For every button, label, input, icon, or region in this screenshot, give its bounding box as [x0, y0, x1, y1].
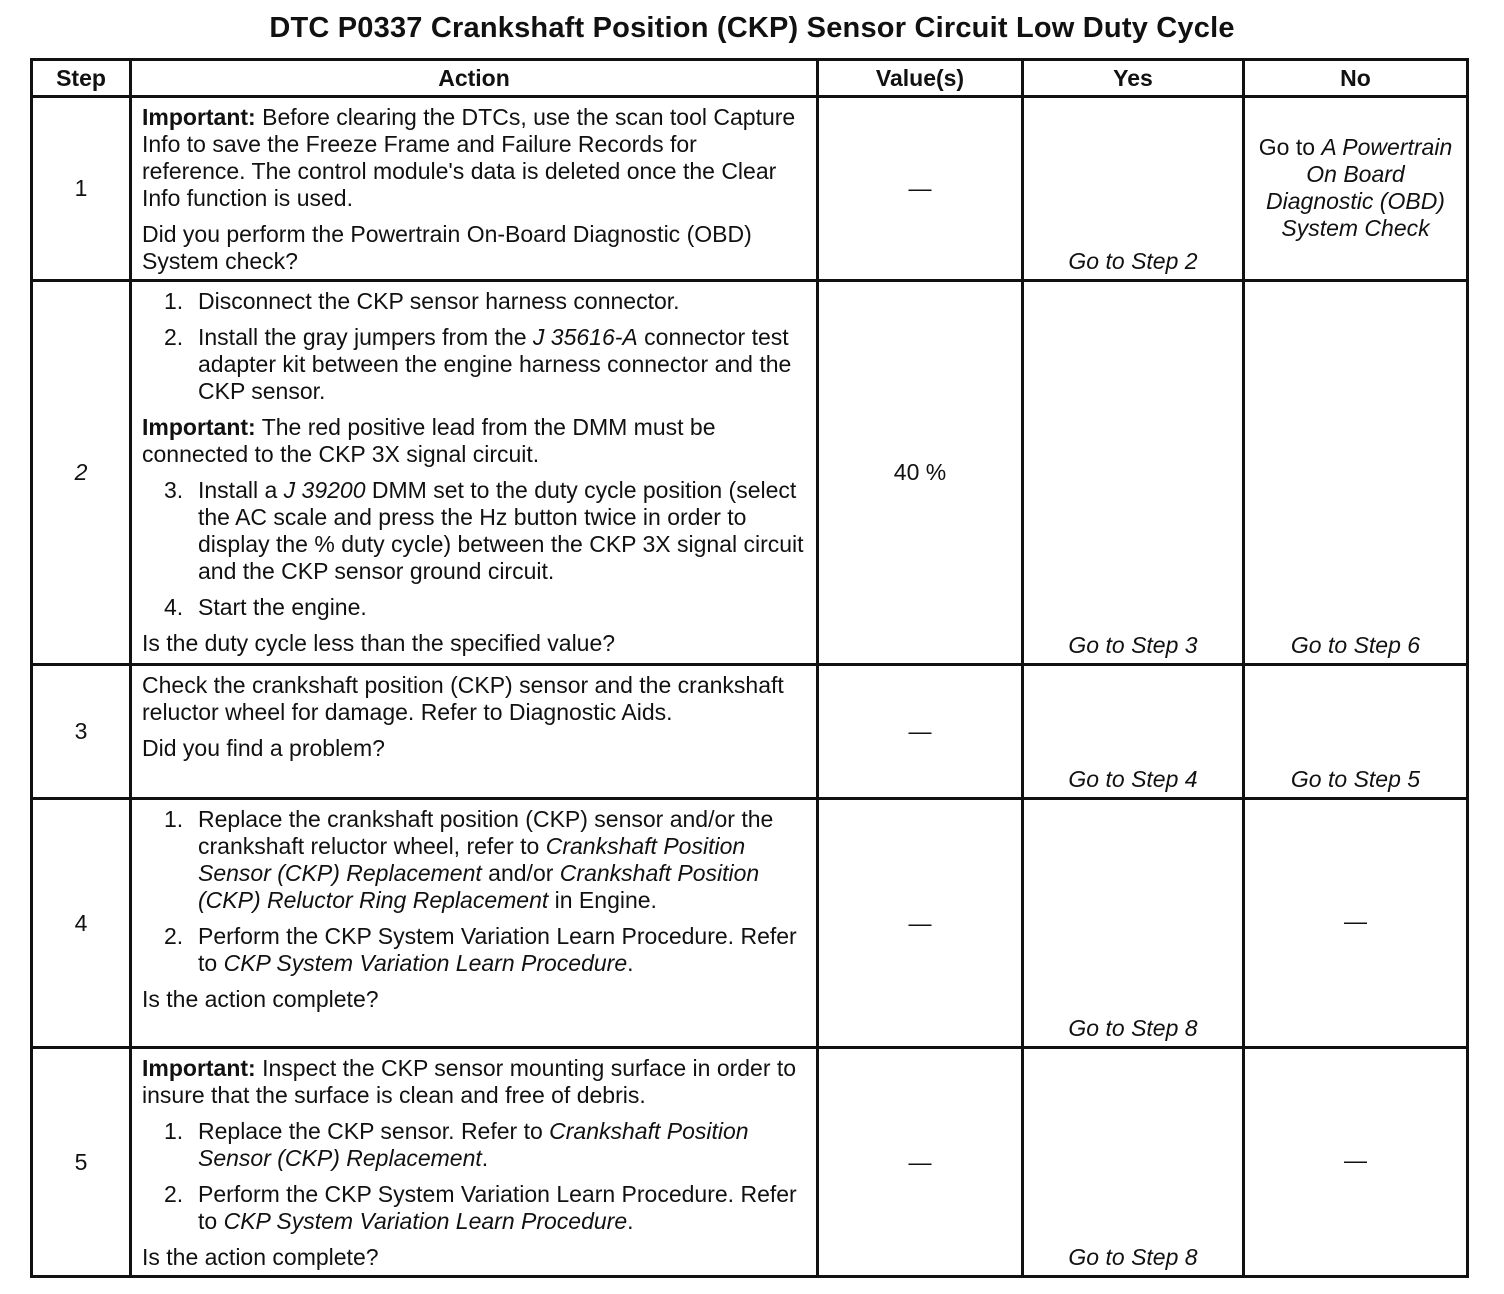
important-note — [142, 104, 806, 212]
important-text: The red positive lead from the DMM must be connected to the CKP 3X signal circuit. — [142, 414, 716, 467]
important-label: Important: — [142, 414, 256, 440]
header-no: No — [1244, 60, 1468, 97]
action-cell — [131, 281, 818, 665]
no-cell: Go to Step 5 — [1244, 665, 1468, 799]
step-number: 4 — [32, 799, 131, 1048]
yes-cell: Go to Step 8 — [1023, 1048, 1244, 1277]
document-title: DTC P0337 Crankshaft Position (CKP) Sensor Circuit Low Duty Cycle — [269, 12, 1235, 44]
procedure-list — [142, 806, 806, 977]
doc-reference: Crankshaft Position Sensor (CKP) Replacement — [198, 833, 746, 886]
step-number: 1 — [32, 97, 131, 281]
question-text: Is the duty cycle less than the specified value? — [142, 630, 616, 656]
important-label: Important: — [142, 104, 256, 130]
procedure-list — [142, 477, 806, 621]
value-cell: — — [818, 1048, 1023, 1277]
value-cell: — — [818, 97, 1023, 281]
header-yes: Yes — [1023, 60, 1244, 97]
action-cell — [131, 97, 818, 281]
step-number: 2 — [32, 281, 131, 665]
important-text: Before clearing the DTCs, use the scan tool Capture Info to save the Freeze Frame and Failure Records for reference. The control module's data is deleted once the Clear Info function is used. — [142, 104, 796, 211]
value-cell: — — [818, 665, 1023, 799]
procedure-list — [142, 1118, 806, 1235]
step-number: 3 — [32, 665, 131, 799]
list-item: 2. Install the gray jumpers from the J 35616-A connector test adapter kit between the engine harness connector and the CKP sensor. — [164, 324, 792, 404]
diagnostic-table — [30, 58, 1469, 1278]
procedure-list — [142, 288, 806, 405]
action-cell — [131, 1048, 818, 1277]
no-cell: Go to Step 6 — [1244, 281, 1468, 665]
table-row — [32, 665, 1468, 799]
step-number: 5 — [32, 1048, 131, 1277]
table-row — [32, 1048, 1468, 1277]
table-row — [32, 799, 1468, 1048]
question-text: Did you find a problem? — [142, 735, 385, 761]
yes-cell: Go to Step 4 — [1023, 665, 1244, 799]
action-text: Check the crankshaft position (CKP) sensor and the crankshaft reluctor wheel for damage. Refer to Diagnostic Aids. — [142, 672, 784, 725]
doc-reference: Crankshaft Position Sensor (CKP) Replacement — [198, 1118, 749, 1171]
list-item: 2. Perform the CKP System Variation Learn Procedure. Refer to CKP System Variation Learn Procedure. — [164, 923, 797, 976]
no-cell: — — [1244, 799, 1468, 1048]
header-action: Action — [131, 60, 818, 97]
yes-cell: Go to Step 2 — [1023, 97, 1244, 281]
no-cell: — — [1244, 1048, 1468, 1277]
list-item: 2. Perform the CKP System Variation Learn Procedure. Refer to CKP System Variation Learn Procedure. — [164, 1181, 797, 1234]
header-values: Value(s) — [818, 60, 1023, 97]
action-cell — [131, 799, 818, 1048]
tool-reference: J 39200 — [283, 477, 366, 503]
important-note — [142, 1055, 806, 1109]
no-prefix: Go to — [1258, 134, 1322, 160]
important-text: Inspect the CKP sensor mounting surface in order to insure that the surface is clean and free of debris. — [142, 1055, 797, 1108]
no-reference: A Powertrain On Board Diagnostic (OBD) System Check — [1266, 134, 1453, 241]
important-note — [142, 414, 806, 468]
table-row — [32, 97, 1468, 281]
value-cell: — — [818, 799, 1023, 1048]
yes-cell: Go to Step 3 — [1023, 281, 1244, 665]
doc-reference: CKP System Variation Learn Procedure — [223, 950, 628, 976]
list-item: 1. Disconnect the CKP sensor harness connector. — [164, 288, 680, 314]
question-text: Did you perform the Powertrain On-Board Diagnostic (OBD) System check? — [142, 221, 752, 274]
doc-reference: Crankshaft Position (CKP) Reluctor Ring Replacement — [198, 860, 760, 913]
header-row — [32, 60, 1468, 97]
tool-reference: J 35616-A — [532, 324, 638, 350]
yes-cell: Go to Step 8 — [1023, 799, 1244, 1048]
list-item: 1. Replace the CKP sensor. Refer to Crankshaft Position Sensor (CKP) Replacement. — [164, 1118, 749, 1171]
table-row — [32, 281, 1468, 665]
action-cell — [131, 665, 818, 799]
header-step: Step — [32, 60, 131, 97]
important-label: Important: — [142, 1055, 256, 1081]
value-cell: 40 % — [818, 281, 1023, 665]
question-text: Is the action complete? — [142, 986, 379, 1012]
list-item: 4. Start the engine. — [164, 594, 367, 620]
doc-reference: CKP System Variation Learn Procedure — [223, 1208, 628, 1234]
question-text: Is the action complete? — [142, 1244, 379, 1270]
no-cell — [1244, 97, 1468, 281]
list-item: 1. Replace the crankshaft position (CKP) sensor and/or the crankshaft reluctor wheel, refer to Crankshaft Position Sensor (CKP) Replacement and/or Crankshaft Position (CKP) Reluctor Ring Replacement in Engine. — [164, 806, 774, 913]
list-item: 3. Install a J 39200 DMM set to the duty cycle position (select the AC scale and press the Hz button twice in order to display the % duty cycle) between the CKP 3X signal circuit and the CKP sensor ground circuit. — [164, 477, 804, 584]
